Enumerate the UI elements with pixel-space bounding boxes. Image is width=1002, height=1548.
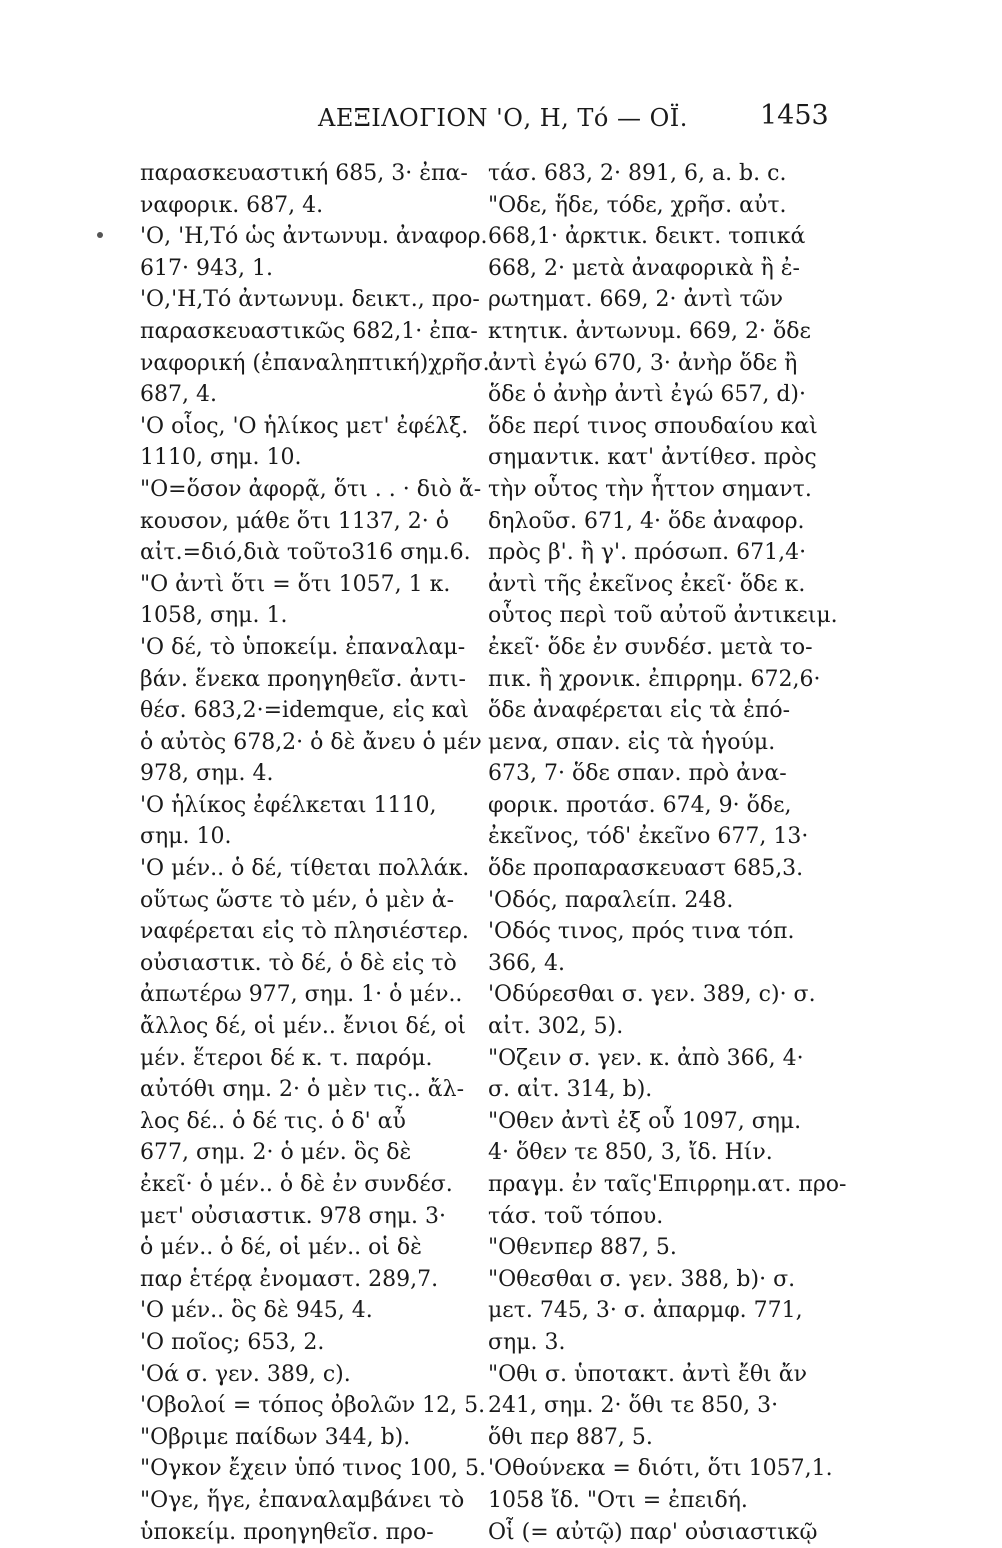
index-line: 'Οδύρεσθαι σ. γεν. 389, c)· σ.	[488, 982, 816, 1008]
index-line: μετ. 745, 3· σ. ἀπαρμφ. 771,	[488, 1298, 803, 1324]
index-line: 'Ο, 'Η,Τό ὡς ἀντωνυμ. ἀναφορ.	[140, 224, 488, 250]
index-line: οὗτος περὶ τοῦ αὐτοῦ ἀντικειμ.	[488, 603, 838, 629]
index-line: σημ. 10.	[140, 824, 232, 850]
index-line: πρὸς β'. ἢ γ'. πρόσωπ. 671,4·	[488, 540, 807, 566]
index-line: 'Ο δέ, τὸ ὑποκείμ. ἐπαναλαμ-	[140, 634, 466, 660]
index-line: ἀντὶ ἐγώ 670, 3· ἀνὴρ ὅδε ἢ	[488, 350, 798, 376]
index-line: "Οζειν σ. γεν. κ. ἀπὸ 366, 4·	[488, 1045, 804, 1071]
index-line: αἰτ.=διό,διὰ τοῦτο316 σημ.6.	[140, 540, 471, 566]
index-line: 677, σημ. 2· ὁ μέν. ὃς δὲ	[140, 1140, 412, 1166]
index-line: κτητικ. ἀντωνυμ. 669, 2· ὅδε	[488, 318, 811, 344]
index-line: παρασκευαστική 685, 3· ἐπα-	[140, 161, 468, 186]
index-line: θέσ. 683,2·=idemque, εἰς καὶ	[140, 698, 469, 724]
index-line: αὐτόθι σημ. 2· ὁ μὲν τις.. ἄλ-	[140, 1077, 465, 1103]
index-line: 687, 4.	[140, 382, 217, 408]
index-line: 366, 4.	[488, 950, 565, 976]
index-line: ἀπωτέρω 977, σημ. 1· ὁ μέν..	[140, 982, 463, 1008]
index-line: ὅδε ἀναφέρεται εἰς τὰ ἑπό-	[488, 698, 791, 724]
index-line: ὁ αὐτὸς 678,2· ὁ δὲ ἄνευ ὁ μέν	[140, 729, 482, 755]
index-line: ἐκεῖ· ὅδε ἐν συνδέσ. μετὰ το-	[488, 634, 813, 660]
index-line: 'Οά σ. γεν. 389, c).	[140, 1361, 351, 1387]
index-line: ρωτηματ. 669, 2· ἀντὶ τῶν	[488, 287, 784, 313]
index-line: 241, σημ. 2· ὅθι τε 850, 3·	[488, 1393, 779, 1419]
page-number: 1453	[760, 100, 829, 131]
index-line: δηλοῦσ. 671, 4· ὅδε ἀναφορ.	[488, 508, 805, 534]
index-line: μετ' οὐσιαστικ. 978 σημ. 3·	[140, 1203, 447, 1229]
index-line: "Οθεσθαι σ. γεν. 388, b)· σ.	[488, 1266, 796, 1292]
index-line: 978, σημ. 4.	[140, 761, 274, 787]
index-line: σημαντικ. κατ' ἀντίθεσ. πρὸς	[488, 445, 817, 471]
index-line: τὴν οὗτος τὴν ἧττον σημαντ.	[488, 476, 812, 502]
index-line: τάσ. 683, 2· 891, 6, a. b. c.	[488, 161, 787, 186]
index-line: βάν. ἕνεκα προηγηθεῖσ. ἀντι-	[140, 666, 466, 692]
index-line: ὅδε ὁ ἀνὴρ ἀντὶ ἐγώ 657, d)·	[488, 382, 807, 408]
index-line: σημ. 3.	[488, 1329, 566, 1355]
index-line: 'Οβολοί = τόπος ὀβολῶν 12, 5.	[140, 1393, 486, 1419]
index-line: 673, 7· ὅδε σπαν. πρὸ ἀνα-	[488, 761, 787, 787]
index-line: ἐκεῖνος, τόδ' ἐκεῖνο 677, 13·	[488, 824, 809, 850]
index-line: πραγμ. ἐν ταῖς'Επιρρημ.ατ. προ-	[488, 1172, 847, 1197]
index-line: ὑποκείμ. προηγηθεῖσ. προ-	[140, 1519, 434, 1545]
index-line: 668, 2· μετὰ ἀναφορικὰ ἢ ἐ-	[488, 255, 800, 281]
index-line: 'Οθούνεκα = διότι, ὅτι 1057,1.	[488, 1456, 833, 1482]
index-line: σ. αἰτ. 314, b).	[488, 1077, 653, 1103]
index-line: "Ο=ὅσον ἀφορᾷ, ὅτι . . · διὸ ἄ-	[140, 476, 482, 502]
index-line: "Οθεν ἀντὶ ἐξ οὗ 1097, σημ.	[488, 1108, 802, 1134]
index-line: ὅδε περί τινος σπουδαίου καὶ	[488, 413, 818, 439]
index-line: 'Ο οἷος, 'Ο ἡλίκος μετ' ἐφέλξ.	[140, 413, 469, 439]
index-line: λος δέ.. ὁ δέ τις. ὁ δ' αὖ	[140, 1108, 406, 1134]
index-line: 'Ο ἡλίκος ἐφέλκεται 1110,	[140, 792, 437, 818]
index-line: 668,1· ἀρκτικ. δεικτ. τοπικά	[488, 224, 806, 250]
index-line: ἄλλος δέ, οἱ μέν.. ἔνιοι δέ, οἱ	[140, 1014, 467, 1040]
index-line: ἀντὶ τῆς ἐκεῖνος ἐκεῖ· ὅδε κ.	[488, 571, 806, 597]
index-line: Οἷ (= αὐτῷ) παρ' οὐσιαστικῷ	[488, 1519, 818, 1545]
index-line: 4· ὅθεν τε 850, 3, ἴδ. Ηίν.	[488, 1140, 773, 1166]
index-line: τάσ. τοῦ τόπου.	[488, 1203, 664, 1229]
running-title: ΑΕΞΙΛΟΓΙΟΝ 'Ο, Η, Τό — ΟΪ.	[318, 104, 688, 132]
index-line: "Ο ἀντὶ ὅτι = ὅτι 1057, 1 κ.	[140, 571, 451, 597]
page-header	[0, 100, 1002, 140]
index-line: "Οθι σ. ὑποτακτ. ἀντὶ ἔθι ἄν	[488, 1361, 807, 1387]
index-line: 'Ο μέν.. ὁ δέ, τίθεται πολλάκ.	[140, 856, 470, 882]
left-column	[140, 158, 490, 1548]
index-line: "Ογκον ἔχειν ὑπό τινος 100, 5.	[140, 1456, 486, 1482]
index-line: ναφορική (ἐπαναληπτική)χρῆσ.	[140, 350, 490, 376]
index-line: 617· 943, 1.	[140, 255, 273, 281]
index-line: 1058, σημ. 1.	[140, 603, 288, 629]
index-line: κουσον, μάθε ὅτι 1137, 2· ὁ	[140, 508, 450, 534]
index-line: μέν. ἕτεροι δέ κ. τ. παρόμ.	[140, 1045, 433, 1071]
index-line: ὁ μέν.. ὁ δέ, οἱ μέν.. οἱ δὲ	[140, 1235, 422, 1261]
index-line: 1058 ἴδ. "Οτι = ἐπειδή.	[488, 1487, 748, 1513]
index-line: 'Οδός, παραλείπ. 248.	[488, 887, 734, 913]
index-line: 'Οδός τινος, πρός τινα τόπ.	[488, 919, 795, 945]
index-line: 'Ο,'Η,Τό ἀντωνυμ. δεικτ., προ-	[140, 287, 480, 313]
index-line: παρ ἑτέρᾳ ἐνομαστ. 289,7.	[140, 1266, 439, 1292]
index-line: ναφορικ. 687, 4.	[140, 192, 324, 218]
index-line: αἰτ. 302, 5).	[488, 1014, 624, 1040]
index-line: οὐσιαστικ. τὸ δέ, ὁ δὲ εἰς τὸ	[140, 950, 457, 976]
index-line: "Οβριμε παίδων 344, b).	[140, 1424, 411, 1450]
index-line: πικ. ἢ χρονικ. ἐπιρρημ. 672,6·	[488, 666, 821, 692]
index-line: 'Ο ποῖος; 653, 2.	[140, 1329, 325, 1355]
index-line: ναφέρεται εἰς τὸ πλησιέστερ.	[140, 919, 469, 945]
index-line: μενα, σπαν. εἰς τὰ ἡγούμ.	[488, 729, 776, 755]
index-line: "Οδε, ἥδε, τόδε, χρῆσ. αὐτ.	[488, 192, 787, 218]
index-line: παρασκευαστικῶς 682,1· ἐπα-	[140, 318, 478, 344]
index-line: ἐκεῖ· ὁ μέν.. ὁ δὲ ἐν συνδέσ.	[140, 1172, 453, 1197]
index-line: φορικ. προτάσ. 674, 9· ὅδε,	[488, 792, 792, 818]
index-line: 1110, σημ. 10.	[140, 445, 302, 471]
index-line: ὅδε προπαρασκευαστ 685,3.	[488, 856, 804, 882]
index-line: οὕτως ὥστε τὸ μέν, ὁ μὲν ἀ-	[140, 887, 455, 913]
index-line: ὅθι περ 887, 5.	[488, 1424, 653, 1450]
index-line: "Οθενπερ 887, 5.	[488, 1235, 677, 1261]
right-column	[488, 158, 847, 1548]
margin-dot	[97, 232, 103, 238]
index-line: 'Ο μέν.. ὃς δὲ 945, 4.	[140, 1298, 373, 1324]
index-line: "Ογε, ἥγε, ἐπαναλαμβάνει τὸ	[140, 1487, 465, 1513]
